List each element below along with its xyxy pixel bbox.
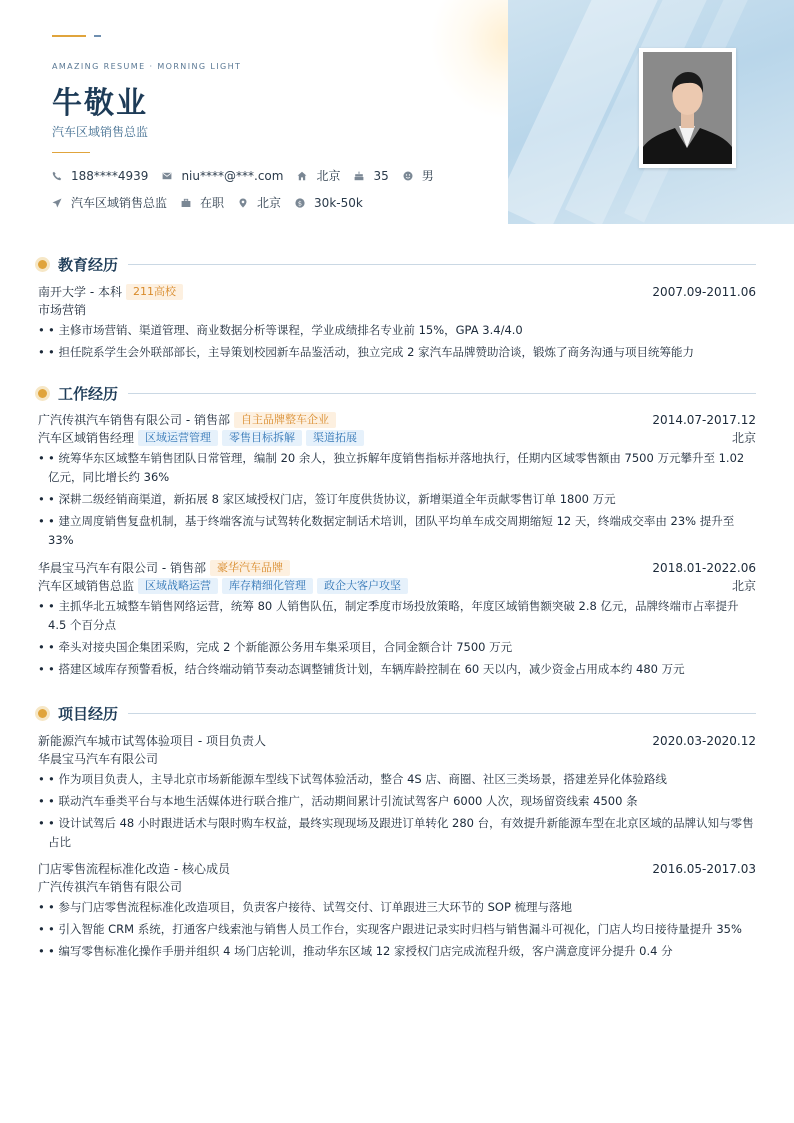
work-section-header bbox=[34, 383, 756, 404]
education-section-header bbox=[34, 254, 756, 275]
accent-line-short bbox=[94, 35, 101, 37]
job-role: 汽车区域销售总监 bbox=[38, 579, 135, 593]
profile-photo bbox=[643, 52, 732, 164]
work-location: 北京 bbox=[731, 579, 756, 593]
skill-tag: 区域运营管理 bbox=[138, 430, 218, 446]
skill-tag: 区域战略运营 bbox=[138, 578, 218, 594]
city-item: 北京 bbox=[297, 167, 340, 184]
skill-tag: 库存精细化管理 bbox=[222, 578, 313, 594]
list-item: • • 建立周度销售复盘机制，基于终端客流与试驾转化数据定制话术培训，团队平均单车成交周期缩短 12 天，终端成交率由 23% 提升至 33% bbox=[38, 512, 756, 550]
skill-tag: 政企大客户攻坚 bbox=[317, 578, 408, 594]
list-item: • • 牵头对接央国企集团采购，完成 2 个新能源公务用车集采项目，合同金额合计 7500 万元 bbox=[38, 638, 756, 657]
work-entry bbox=[38, 411, 756, 553]
candidate-name: 牛敬业 bbox=[52, 86, 148, 121]
section-marker-icon bbox=[38, 260, 47, 269]
work-date: 2018.01-2022.06 bbox=[652, 561, 756, 575]
skill-tag: 零售目标拆解 bbox=[222, 430, 302, 446]
section-divider bbox=[128, 393, 756, 394]
projects-section-header bbox=[34, 703, 756, 724]
education-entry bbox=[38, 283, 756, 365]
skill-tag: 渠道拓展 bbox=[306, 430, 364, 446]
section-title: 教育经历 bbox=[58, 256, 119, 274]
project-bullets bbox=[38, 770, 756, 852]
pin-icon bbox=[238, 198, 248, 208]
education-date: 2007.09-2011.06 bbox=[652, 285, 756, 299]
list-item: • • 担任院系学生会外联部部长，主导策划校园新车品鉴活动，独立完成 2 家汽车品牌赞助洽谈，锻炼了商务沟通与项目统筹能力 bbox=[38, 343, 756, 362]
project-bullets bbox=[38, 898, 756, 961]
job-role: 汽车区域销售经理 bbox=[38, 431, 135, 445]
home-icon bbox=[297, 171, 307, 181]
work-location: 北京 bbox=[731, 431, 756, 445]
company-tag: 豪华汽车品牌 bbox=[210, 560, 290, 576]
phone-icon bbox=[52, 171, 62, 181]
list-item: • • 联动汽车垂类平台与本地生活媒体进行联合推广，活动期间累计引流试驾客户 6000 人次，现场留资线索 4500 条 bbox=[38, 792, 756, 811]
briefcase-icon bbox=[181, 198, 191, 208]
target-role-item: 汽车区域销售总监 bbox=[52, 194, 167, 211]
education-bullets bbox=[38, 321, 756, 362]
gender-item: 男 bbox=[403, 167, 434, 184]
list-item: • • 主修市场营销、渠道管理、商业数据分析等课程，学业成绩排名专业前 15%，GPA 3.4/4.0 bbox=[38, 321, 756, 340]
work-date: 2014.07-2017.12 bbox=[652, 413, 756, 427]
candidate-title: 汽车区域销售总监 bbox=[52, 125, 149, 139]
section-title: 项目经历 bbox=[58, 705, 119, 723]
age-item: 35 bbox=[354, 169, 388, 183]
salary-item: $ 30k-50k bbox=[295, 196, 363, 210]
work-entry bbox=[38, 559, 756, 682]
mail-icon bbox=[162, 171, 172, 181]
list-item: • • 编写零售标准化操作手册并组织 4 场门店轮训，推动华东区域 12 家授权门店完成流程升级，客户满意度评分提升 0.4 分 bbox=[38, 942, 756, 961]
project-org: 广汽传祺汽车销售有限公司 bbox=[38, 880, 183, 894]
section-marker-icon bbox=[38, 709, 47, 718]
cake-icon bbox=[354, 171, 364, 181]
email-item: niu****@***.com bbox=[162, 169, 283, 183]
target-city-item: 北京 bbox=[238, 194, 281, 211]
work-bullets bbox=[38, 597, 756, 679]
project-org: 华晨宝马汽车有限公司 bbox=[38, 752, 159, 766]
job-info-row bbox=[52, 194, 377, 211]
company-tag: 自主品牌整车企业 bbox=[234, 412, 336, 428]
project-name: 新能源汽车城市试驾体验项目 - 项目负责人 bbox=[38, 734, 266, 748]
project-date: 2016.05-2017.03 bbox=[652, 862, 756, 876]
list-item: • • 参与门店零售流程标准化改造项目，负责客户接待、试驾交付、订单跟进三大环节的 SOP 梳理与落地 bbox=[38, 898, 756, 917]
school-tag: 211高校 bbox=[126, 284, 183, 300]
major: 市场营销 bbox=[38, 303, 87, 317]
svg-text:$: $ bbox=[297, 198, 303, 207]
portrait-illustration bbox=[643, 52, 732, 164]
contact-info-row bbox=[52, 167, 448, 184]
list-item: • • 作为项目负责人，主导北京市场新能源车型线下试驾体验活动，整合 4S 店、商圈、社区三类场景，搭建差异化体验路线 bbox=[38, 770, 756, 789]
section-divider bbox=[128, 264, 756, 265]
title-divider bbox=[52, 152, 90, 153]
list-item: • • 设计试驾后 48 小时跟进话术与限时购车权益，最终实现现场及跟进订单转化 280 台，有效提升新能源车型在北京区域的品牌认知与零售占比 bbox=[38, 814, 756, 852]
list-item: • • 引入智能 CRM 系统，打通客户线索池与销售人员工作台，实现客户跟进记录实时归档与销售漏斗可视化，门店人均日接待量提升 35% bbox=[38, 920, 756, 939]
project-entry bbox=[38, 860, 756, 964]
section-divider bbox=[128, 713, 756, 714]
money-icon bbox=[295, 198, 305, 208]
project-entry bbox=[38, 732, 756, 855]
profile-photo-frame bbox=[639, 48, 736, 168]
section-marker-icon bbox=[38, 389, 47, 398]
list-item: • • 搭建区域库存预警看板，结合终端动销节奏动态调整铺货计划，车辆库龄控制在 60 天以内，减少资金占用成本约 480 万元 bbox=[38, 660, 756, 679]
list-item: • • 主抓华北五城整车销售网络运营，统筹 80 人销售队伍，制定季度市场投放策略，年度区域销售额突破 2.8 亿元，品牌终端市占率提升 4.5 个百分点 bbox=[38, 597, 756, 635]
face-icon bbox=[403, 171, 413, 181]
company-name: 华晨宝马汽车有限公司 - 销售部 bbox=[38, 561, 206, 575]
list-item: • • 深耕二级经销商渠道，新拓展 8 家区域授权门店，签订年度供货协议，新增渠道全年贡献零售订单 1800 万元 bbox=[38, 490, 756, 509]
work-bullets bbox=[38, 449, 756, 550]
list-item: • • 统筹华东区域整车销售团队日常管理，编制 20 余人，独立拆解年度销售指标并落地执行，任期内区域零售额由 7500 万元攀升至 1.02 亿元，同比增长约 36% bbox=[38, 449, 756, 487]
company-name: 广汽传祺汽车销售有限公司 - 销售部 bbox=[38, 413, 230, 427]
section-title: 工作经历 bbox=[58, 385, 119, 403]
status-item: 在职 bbox=[181, 194, 224, 211]
school-name: 南开大学 - 本科 bbox=[38, 285, 122, 299]
resume-tagline: AMAZING RESUME · MORNING LIGHT bbox=[52, 62, 242, 71]
project-date: 2020.03-2020.12 bbox=[652, 734, 756, 748]
phone-item: 188****4939 bbox=[52, 169, 148, 183]
send-icon bbox=[52, 198, 62, 208]
accent-line bbox=[52, 35, 86, 37]
project-name: 门店零售流程标准化改造 - 核心成员 bbox=[38, 862, 230, 876]
